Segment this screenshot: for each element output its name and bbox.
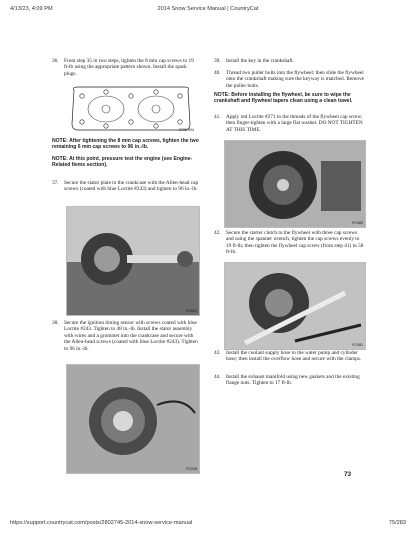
step-38 <box>52 320 200 358</box>
note-clean-tapers: NOTE: Before installing the flywheel, be sure to wipe the crankshaft and flywheel tapers clean using a clean towel. <box>214 92 353 105</box>
step-text: Install the exhaust manifold using new gaskets and the existing flange nuts. Tighten to 17 ft-lb. <box>226 374 360 387</box>
step-number: 40. <box>214 70 221 76</box>
figure-id: 0736-004 <box>178 127 194 132</box>
step-number: 41. <box>214 114 221 120</box>
step-number: 36. <box>52 58 59 64</box>
step-text: Install the key in the crankshaft. <box>226 58 294 64</box>
step-number: 42. <box>214 230 221 236</box>
step-text: Secure the starter clutch to the flywheel with three cap screws and using the spanner wrench, tighten the cap screws evenly to 19 ft-lb; then tighten the flywheel cap screw (from step 41) to 58 ft-lb. <box>226 230 364 256</box>
step-number: 38. <box>52 320 59 326</box>
page-title: 2014 Snow Service Manual | CountryCat <box>157 6 259 12</box>
step-number: 39. <box>214 58 221 64</box>
left-column <box>52 58 200 478</box>
spanner-wrench-illustration <box>225 263 365 349</box>
step-41 <box>214 114 366 140</box>
note-pressure-test: NOTE: At this point, pressure test the engine (see Engine-Related Items section). <box>52 156 193 169</box>
step-37 <box>52 180 200 204</box>
figure-id: FC021 <box>186 308 197 313</box>
browser-header <box>10 6 406 16</box>
flywheel-illustration <box>225 141 365 227</box>
step-44 <box>214 374 366 390</box>
cylinder-head-outline <box>66 84 196 134</box>
step-text: Secure the stator plate to the crankcase with the Allen-head cap screws (coated with blue Loctite #243) and tighten to 96 in.-lb. <box>64 180 199 193</box>
print-datetime: 4/13/23, 4:09 PM <box>10 6 53 12</box>
figure-id: FC081 <box>352 342 363 347</box>
step-number: 37. <box>52 180 59 186</box>
step-39 <box>214 58 366 66</box>
note-8mm-cap-screws: NOTE: After tightening the 8 mm cap screws, tighten the two remaining 6 mm cap screws to 96 in.-lb. <box>52 138 199 151</box>
figure-id: FC080 <box>352 220 363 225</box>
step-40 <box>214 70 366 90</box>
flywheel-photo <box>224 140 366 228</box>
step-text: From step 35 in two steps, tighten the 8 mm cap screws to 19 ft-lb using the appropriate pattern shown. Install the spark plugs. <box>64 58 194 77</box>
print-page-count: 75/283 <box>388 520 406 526</box>
stator-plate-photo <box>66 206 200 316</box>
step-text: Install the coolant supply hose to the water pump and cylinder hose; then install the overflow hose and secure with the clamps. <box>226 350 362 363</box>
right-column <box>214 58 366 478</box>
ignition-timing-sensor-photo <box>66 364 200 474</box>
step-number: 44. <box>214 374 221 380</box>
step-42 <box>214 230 366 262</box>
page-number: 73 <box>344 471 352 478</box>
step-43 <box>214 350 366 370</box>
starter-clutch-photo <box>224 262 366 350</box>
stator-assembly-illustration <box>67 365 199 473</box>
browser-footer <box>10 520 406 530</box>
cylinder-head-diagram <box>66 84 196 134</box>
step-text: Apply red Loctite #271 to the threads of the flywheel cap screw; then finger-tighten with a large flat washer. DO NOT TIGHTEN AT THIS TIME. <box>226 114 363 133</box>
step-36 <box>52 58 200 80</box>
page-url: https://support.countrycat.com/posts/2802745-2014-snow-service-manual <box>10 520 193 526</box>
step-number: 43. <box>214 350 221 356</box>
step-text: Thread two puller bolts into the flywheel; then slide the flywheel onto the crankshaft making sure the keyway is matched. Remove the puller bolts. <box>226 70 364 89</box>
stator-plate-illustration <box>67 207 199 315</box>
step-text: Secure the ignition timing sensor with screws coated with blue Loctite #243. Tighten to 48 in.-lb. Install the stator assembly with wires and a grommet into the crankcase and secure with the Allen-head screws (coated with blue Loctite #243). Tighten to 96 in.-lb. <box>64 320 198 352</box>
figure-id: FC018 <box>186 466 197 471</box>
